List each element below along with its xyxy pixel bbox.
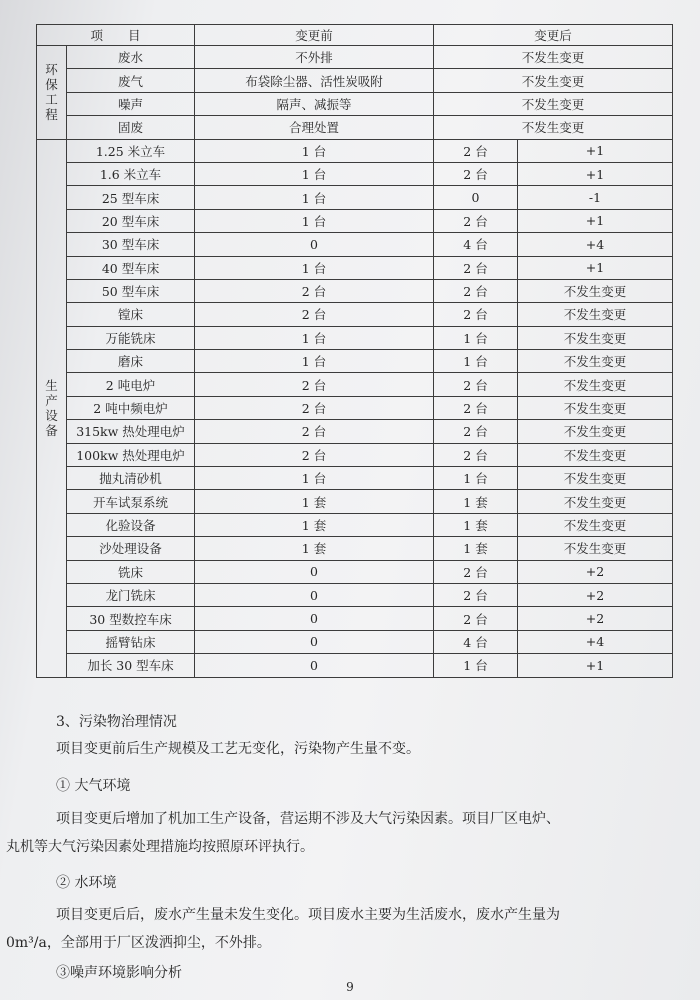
equipment-row bbox=[37, 256, 673, 279]
row-before: 0 bbox=[195, 630, 434, 653]
row-change: 不发生变更 bbox=[518, 490, 673, 513]
air-paragraph-line-1: 项目变更后增加了机加工生产设备，营运期不涉及大气污染因素。项目厂区电炉、 bbox=[56, 811, 560, 827]
row-after: 1 台 bbox=[434, 350, 518, 373]
row-change: +1 bbox=[518, 654, 673, 677]
row-after: 2 台 bbox=[434, 607, 518, 630]
row-item: 噪声 bbox=[67, 92, 195, 115]
equipment-row bbox=[37, 303, 673, 326]
row-before: 2 台 bbox=[195, 303, 434, 326]
row-after: 2 台 bbox=[434, 373, 518, 396]
row-item: 磨床 bbox=[67, 350, 195, 373]
row-change: +2 bbox=[518, 583, 673, 606]
row-item: 铣床 bbox=[67, 560, 195, 583]
row-item: 20 型车床 bbox=[67, 209, 195, 232]
row-change: -1 bbox=[518, 186, 673, 209]
row-change: +4 bbox=[518, 233, 673, 256]
row-change: 不发生变更 bbox=[518, 513, 673, 536]
row-before: 布袋除尘器、活性炭吸附 bbox=[195, 69, 434, 92]
equipment-row bbox=[37, 139, 673, 162]
noise-heading: ③噪声环境影响分析 bbox=[56, 965, 182, 981]
equipment-change-table bbox=[36, 24, 673, 678]
row-after: 1 套 bbox=[434, 513, 518, 536]
intro-paragraph: 项目变更前后生产规模及工艺无变化，污染物产生量不变。 bbox=[56, 741, 420, 757]
row-before: 2 台 bbox=[195, 443, 434, 466]
row-before: 2 台 bbox=[195, 396, 434, 419]
row-change: 不发生变更 bbox=[518, 396, 673, 419]
row-item: 25 型车床 bbox=[67, 186, 195, 209]
row-item: 摇臂钻床 bbox=[67, 630, 195, 653]
row-change: 不发生变更 bbox=[518, 420, 673, 443]
row-item: 龙门铣床 bbox=[67, 583, 195, 606]
row-after: 2 台 bbox=[434, 583, 518, 606]
row-before: 1 台 bbox=[195, 162, 434, 185]
row-change: +2 bbox=[518, 560, 673, 583]
row-change: +1 bbox=[518, 256, 673, 279]
row-after: 1 台 bbox=[434, 326, 518, 349]
prod-group-text: 生产设备 bbox=[45, 377, 58, 438]
prod-group-label bbox=[37, 139, 67, 677]
equipment-row bbox=[37, 537, 673, 560]
equipment-row bbox=[37, 279, 673, 302]
row-change: 不发生变更 bbox=[518, 326, 673, 349]
row-before: 1 套 bbox=[195, 513, 434, 536]
env-group-label bbox=[37, 46, 67, 140]
row-before: 0 bbox=[195, 560, 434, 583]
row-item: 化验设备 bbox=[67, 513, 195, 536]
row-after: 不发生变更 bbox=[434, 69, 673, 92]
header-before: 变更前 bbox=[195, 25, 434, 46]
row-item: 30 型车床 bbox=[67, 233, 195, 256]
row-item: 50 型车床 bbox=[67, 279, 195, 302]
equipment-row bbox=[37, 443, 673, 466]
equipment-row bbox=[37, 560, 673, 583]
row-change: 不发生变更 bbox=[518, 373, 673, 396]
row-item: 抛丸清砂机 bbox=[67, 467, 195, 490]
page-number: 9 bbox=[346, 980, 354, 994]
row-item: 沙处理设备 bbox=[67, 537, 195, 560]
env-row bbox=[37, 92, 673, 115]
row-before: 0 bbox=[195, 654, 434, 677]
equipment-row bbox=[37, 467, 673, 490]
env-group-text: 环保工程 bbox=[45, 61, 58, 122]
row-item: 固废 bbox=[67, 116, 195, 139]
section-title: 3、污染物治理情况 bbox=[56, 714, 177, 730]
row-item: 100kw 热处理电炉 bbox=[67, 443, 195, 466]
row-after: 2 台 bbox=[434, 560, 518, 583]
row-item: 废气 bbox=[67, 69, 195, 92]
row-change: +4 bbox=[518, 630, 673, 653]
row-before: 不外排 bbox=[195, 46, 434, 69]
row-before: 合理处置 bbox=[195, 116, 434, 139]
row-after: 1 套 bbox=[434, 537, 518, 560]
equipment-row bbox=[37, 583, 673, 606]
row-item: 1.6 米立车 bbox=[67, 162, 195, 185]
row-after: 0 bbox=[434, 186, 518, 209]
row-after: 不发生变更 bbox=[434, 116, 673, 139]
equipment-row bbox=[37, 209, 673, 232]
row-before: 1 台 bbox=[195, 467, 434, 490]
header-after: 变更后 bbox=[434, 25, 673, 46]
equipment-row bbox=[37, 326, 673, 349]
row-item: 镗床 bbox=[67, 303, 195, 326]
row-before: 0 bbox=[195, 233, 434, 256]
row-before: 0 bbox=[195, 607, 434, 630]
row-before: 1 台 bbox=[195, 209, 434, 232]
row-before: 1 台 bbox=[195, 326, 434, 349]
row-before: 2 台 bbox=[195, 373, 434, 396]
row-change: 不发生变更 bbox=[518, 303, 673, 326]
equipment-row bbox=[37, 630, 673, 653]
row-before: 隔声、减振等 bbox=[195, 92, 434, 115]
equipment-row bbox=[37, 420, 673, 443]
row-before: 2 台 bbox=[195, 420, 434, 443]
row-change: 不发生变更 bbox=[518, 443, 673, 466]
equipment-row bbox=[37, 490, 673, 513]
row-before: 1 套 bbox=[195, 537, 434, 560]
row-item: 30 型数控车床 bbox=[67, 607, 195, 630]
water-heading: ② 水环境 bbox=[56, 875, 117, 891]
row-after: 2 台 bbox=[434, 443, 518, 466]
row-after: 不发生变更 bbox=[434, 92, 673, 115]
row-item: 万能铣床 bbox=[67, 326, 195, 349]
row-before: 1 台 bbox=[195, 256, 434, 279]
row-after: 2 台 bbox=[434, 139, 518, 162]
equipment-row bbox=[37, 186, 673, 209]
row-after: 1 套 bbox=[434, 490, 518, 513]
row-before: 1 台 bbox=[195, 350, 434, 373]
row-item: 315kw 热处理电炉 bbox=[67, 420, 195, 443]
air-paragraph-line-2: 丸机等大气污染因素处理措施均按照原环评执行。 bbox=[6, 839, 314, 855]
env-row bbox=[37, 116, 673, 139]
row-before: 0 bbox=[195, 583, 434, 606]
row-item: 废水 bbox=[67, 46, 195, 69]
row-before: 2 台 bbox=[195, 279, 434, 302]
env-row bbox=[37, 69, 673, 92]
equipment-row bbox=[37, 654, 673, 677]
row-change: +2 bbox=[518, 607, 673, 630]
row-after: 2 台 bbox=[434, 209, 518, 232]
equipment-row bbox=[37, 350, 673, 373]
row-change: 不发生变更 bbox=[518, 537, 673, 560]
row-after: 2 台 bbox=[434, 303, 518, 326]
row-after: 4 台 bbox=[434, 233, 518, 256]
row-after: 不发生变更 bbox=[434, 46, 673, 69]
row-after: 4 台 bbox=[434, 630, 518, 653]
water-paragraph-line-2: 0m³/a，全部用于厂区泼洒抑尘，不外排。 bbox=[6, 935, 271, 951]
row-change: +1 bbox=[518, 162, 673, 185]
equipment-row bbox=[37, 373, 673, 396]
row-after: 1 台 bbox=[434, 467, 518, 490]
row-change: 不发生变更 bbox=[518, 350, 673, 373]
row-after: 1 台 bbox=[434, 654, 518, 677]
env-row bbox=[37, 46, 673, 69]
header-item: 项 目 bbox=[37, 25, 195, 46]
row-before: 1 台 bbox=[195, 186, 434, 209]
row-after: 2 台 bbox=[434, 420, 518, 443]
row-after: 2 台 bbox=[434, 162, 518, 185]
row-item: 加长 30 型车床 bbox=[67, 654, 195, 677]
row-change: 不发生变更 bbox=[518, 467, 673, 490]
row-before: 1 台 bbox=[195, 139, 434, 162]
row-item: 1.25 米立车 bbox=[67, 139, 195, 162]
row-before: 1 套 bbox=[195, 490, 434, 513]
row-after: 2 台 bbox=[434, 279, 518, 302]
equipment-row bbox=[37, 233, 673, 256]
row-item: 2 吨电炉 bbox=[67, 373, 195, 396]
row-after: 2 台 bbox=[434, 396, 518, 419]
row-after: 2 台 bbox=[434, 256, 518, 279]
row-item: 开车试泵系统 bbox=[67, 490, 195, 513]
equipment-row bbox=[37, 162, 673, 185]
row-change: +1 bbox=[518, 209, 673, 232]
equipment-row bbox=[37, 607, 673, 630]
air-heading: ① 大气环境 bbox=[56, 778, 131, 794]
row-item: 40 型车床 bbox=[67, 256, 195, 279]
row-change: +1 bbox=[518, 139, 673, 162]
row-item: 2 吨中频电炉 bbox=[67, 396, 195, 419]
table-header-row bbox=[37, 25, 673, 46]
water-paragraph-line-1: 项目变更后后，废水产生量未发生变化。项目废水主要为生活废水，废水产生量为 bbox=[56, 907, 560, 923]
equipment-row bbox=[37, 513, 673, 536]
row-change: 不发生变更 bbox=[518, 279, 673, 302]
equipment-row bbox=[37, 396, 673, 419]
